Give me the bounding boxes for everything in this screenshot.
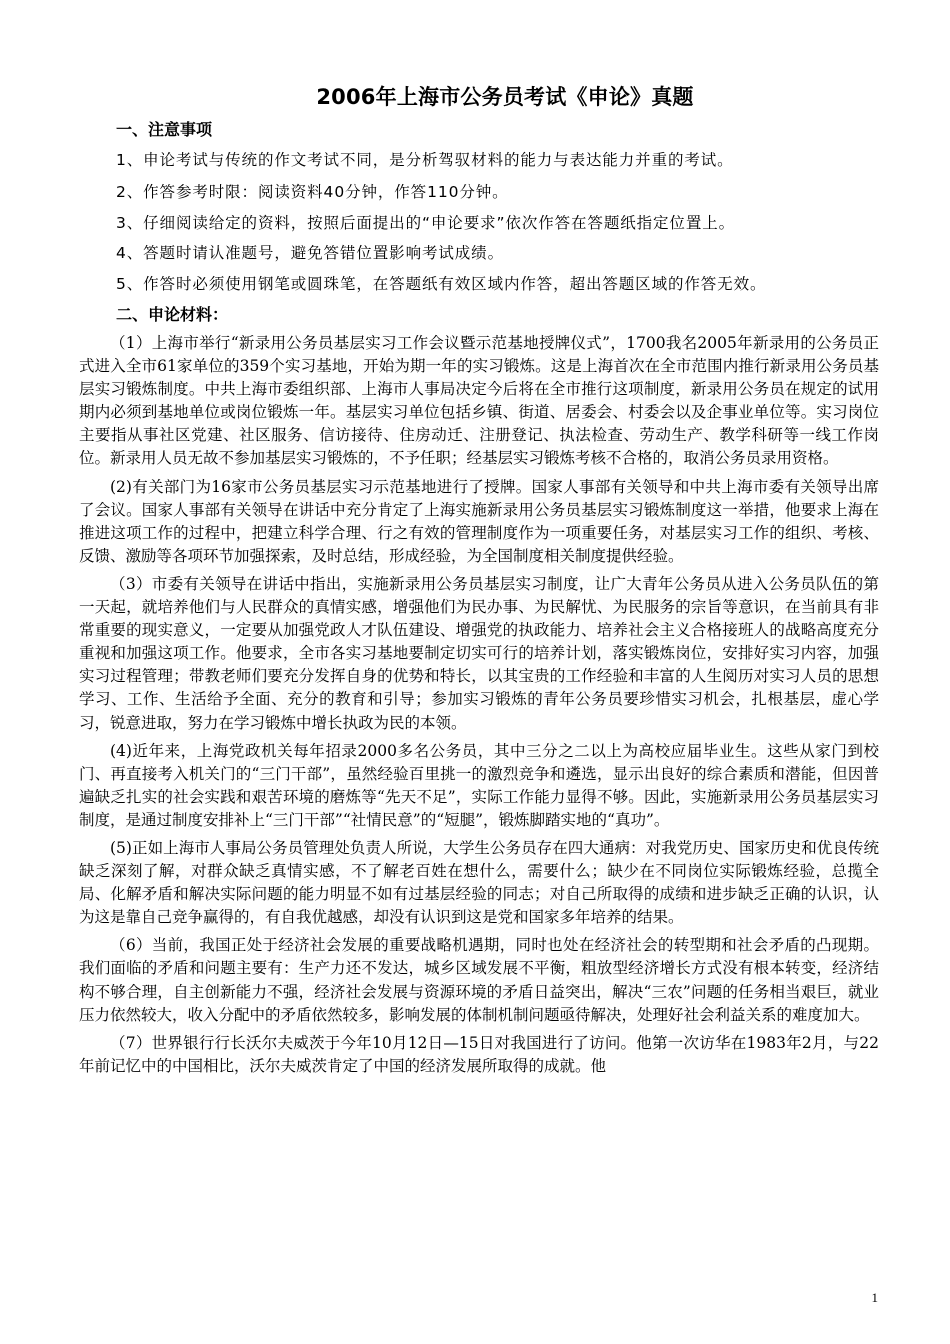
page-number: 1 <box>871 1290 878 1305</box>
material-paragraph: (2)有关部门为16家市公务员基层实习示范基地进行了授牌。国家人事部有关领导和中共上海市委有关领导出席了会议。国家人事部有关领导在讲话中充分肯定了上海实施新录用公务员基层实习锻炼制度这一举措，他要求上海在推进这项工作的过程中，把建立科学合理、行之有效的管理制度作为一项重要任务，对基层实习工作的组织、考核、反馈、激励等各项环节加强探索，及时总结，形成经验，为全国制度相关制度提供经验。 <box>79 477 879 565</box>
material-paragraph: (4)近年来，上海党政机关每年招录2000多名公务员，其中三分之二以上为高校应届毕业生。这些从家门到校门、再直接考入机关门的“三门干部”，虽然经验百里挑一的激烈竞争和遴选，显示出良好的综合素质和潜能，但因普遍缺乏扎实的社会实践和艰苦环境的磨炼等“先天不足”，实际工作能力显得不够。因此，实施新录用公务员基层实习制度，是通过制度安排补上“三门干部”“社情民意”的“短腿”，锻炼脚踏实地的“真功”。 <box>79 741 879 829</box>
notice-item: 1、申论考试与传统的作文考试不同，是分析驾驭材料的能力与表达能力并重的考试。 <box>116 151 734 169</box>
material-paragraph: （6）当前，我国正处于经济社会发展的重要战略机遇期，同时也处在经济社会的转型期和社会矛盾的凸现期。我们面临的矛盾和问题主要有：生产力还不发达，城乡区域发展不平衡，粗放型经济增长方式没有根本转变，经济结构不够合理，自主创新能力不强，经济社会发展与资源环境的矛盾日益突出，解决“三农”问题的任务相当艰巨，就业压力依然较大，收入分配中的矛盾依然较多，影响发展的体制机制问题亟待解决，处理好社会利益关系的难度加大。 <box>79 936 879 1024</box>
notice-item: 4、答题时请认准题号，避免答错位置影响考试成绩。 <box>116 244 504 262</box>
notice-item: 2、作答参考时限：阅读资料40分钟，作答110分钟。 <box>116 183 509 201</box>
material-paragraph: （7）世界银行行长沃尔夫威茨于今年10月12日—15日对我国进行了访问。他第一次访华在1983年2月，与22年前记忆中的中国相比，沃尔夫威茨肯定了中国的经济发展所取得的成就。他 <box>79 1033 879 1075</box>
notice-item: 5、作答时必须使用钢笔或圆珠笔，在答题纸有效区域内作答，超出答题区域的作答无效。 <box>116 275 767 293</box>
document-title: 2006年上海市公务员考试《申论》真题 <box>316 85 694 109</box>
section-heading-notice: 一、注意事项 <box>116 120 213 139</box>
notice-item: 3、仔细阅读给定的资料，按照后面提出的“申论要求”依次作答在答题纸指定位置上。 <box>116 214 736 232</box>
materials-body <box>79 332 879 1083</box>
material-paragraph: （1）上海市举行“新录用公务员基层实习工作会议暨示范基地授牌仪式”，1700我名2005年新录用的公务员正式进入全市61家单位的359个实习基地，开始为期一年的实习锻炼。这是上海首次在全市范围内推行新录用公务员基层实习锻炼制度。中共上海市委组织部、上海市人事局决定今后将在全市推行这项制度，新录用公务员在规定的试用期内必须到基地单位或岗位锻炼一年。基层实习单位包括乡镇、街道、居委会、村委会以及企事业单位等。实习岗位主要指从事社区党建、社区服务、信访接待、住房动迁、注册登记、执法检查、劳动生产、教学科研等一线工作岗位。新录用人员无故不参加基层实习锻炼的，不予任职；经基层实习锻炼考核不合格的，取消公务员录用资格。 <box>79 334 879 468</box>
material-paragraph: (5)正如上海市人事局公务员管理处负责人所说，大学生公务员存在四大通病：对我党历史、国家历史和优良传统缺乏深刻了解，对群众缺乏真情实感，不了解老百姓在想什么，需要什么；缺少在不同岗位实际锻炼经验，总揽全局、化解矛盾和解决实际问题的能力明显不如有过基层经验的同志；对自己所取得的成绩和进步缺乏正确的认识，认为这是靠自己竞争赢得的，有自我优越感，却没有认识到这是党和国家多年培养的结果。 <box>79 838 879 927</box>
section-heading-materials: 二、申论材料： <box>116 305 229 324</box>
material-paragraph: （3）市委有关领导在讲话中指出，实施新录用公务员基层实习制度，让广大青年公务员从进入公务员队伍的第一天起，就培养他们与人民群众的真情实感，增强他们为民办事、为民解忧、为民服务的宗旨等意识，在当前具有非常重要的现实意义，一定要从加强党政人才队伍建设、增强党的执政能力、培养社会主义合格接班人的战略高度充分重视和加强这项工作。他要求，全市各实习基地要制定切实可行的培养计划，落实锻炼岗位，安排好实习内容，加强实习过程管理；带教老师们要充分发挥自身的优势和特长，以其宝贵的工作经验和丰富的人生阅历对实习人员的思想学习、工作、生活给予全面、充分的教育和引导；参加实习锻炼的青年公务员要珍惜实习机会，扎根基层，虚心学习，锐意进取，努力在学习锻炼中增长执政为民的本领。 <box>79 574 879 732</box>
